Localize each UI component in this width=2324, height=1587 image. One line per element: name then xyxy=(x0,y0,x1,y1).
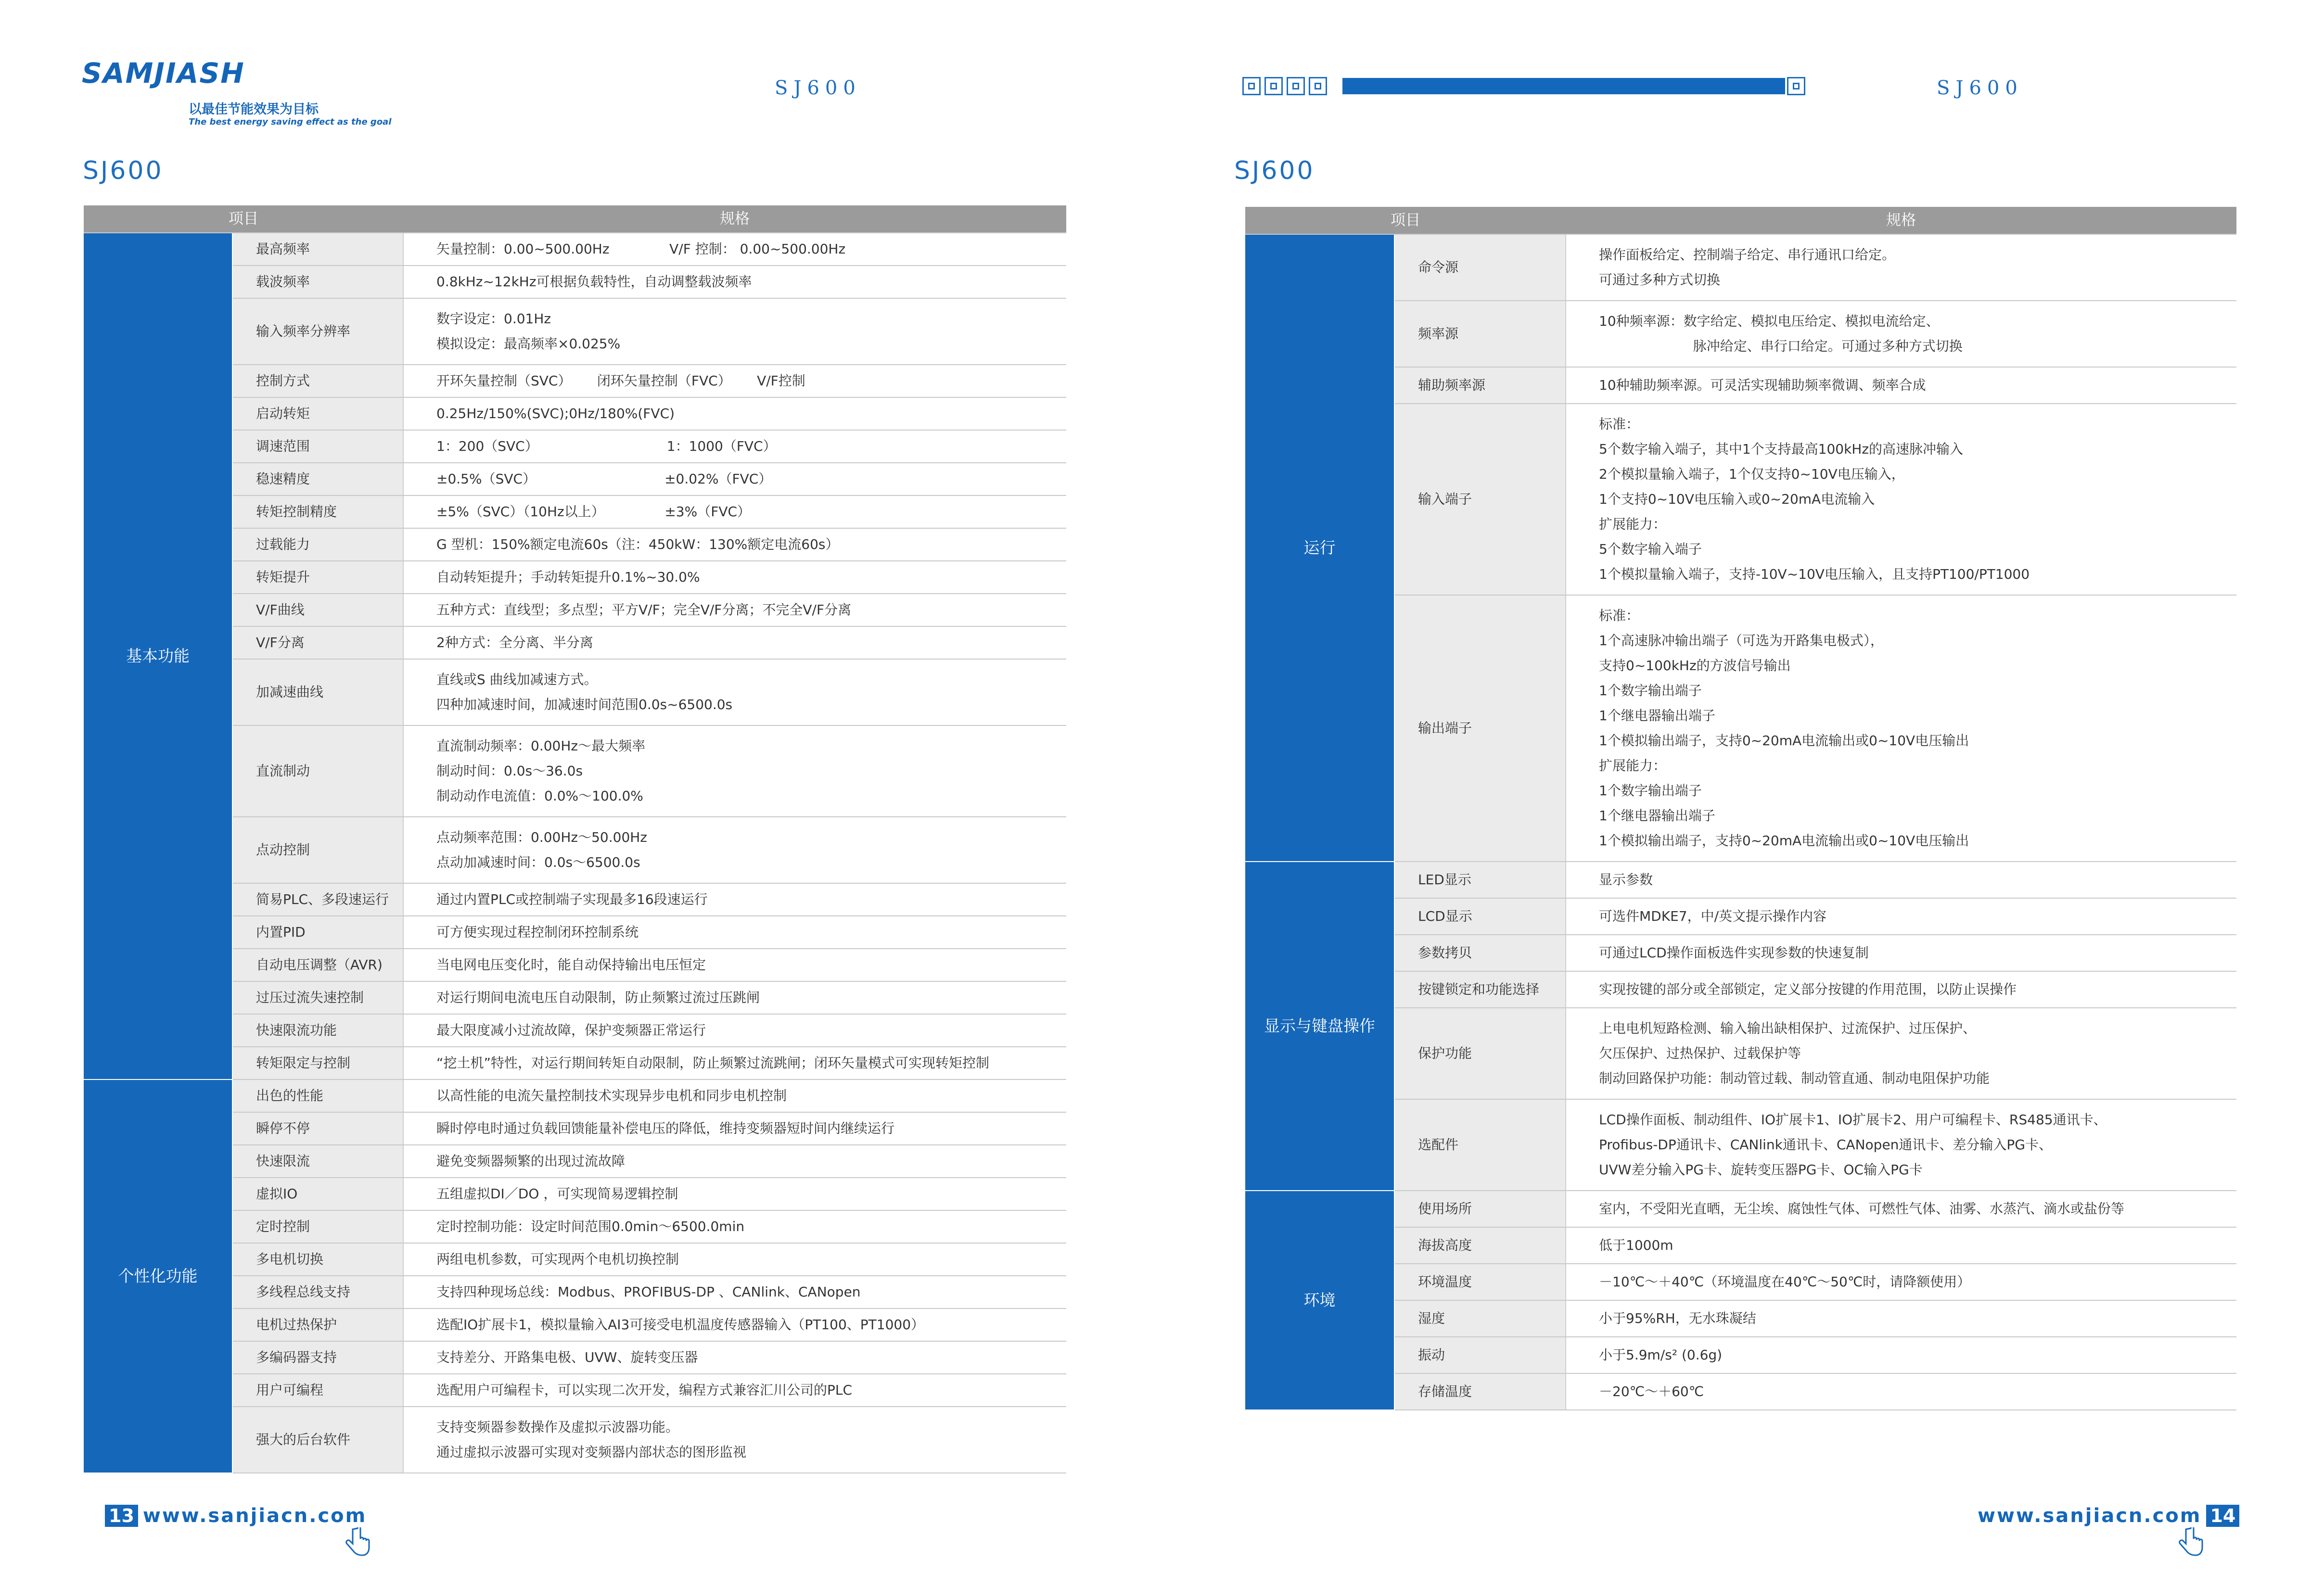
spec-item: 用户可编程 xyxy=(232,1374,403,1407)
page-number: 14 xyxy=(2206,1505,2239,1527)
spec-value: －20℃～＋60℃ xyxy=(1566,1373,2236,1410)
section-label: 环境 xyxy=(1245,1191,1394,1410)
spec-value: 10种辅助频率源。可灵活实现辅助频率微调、频率合成 xyxy=(1566,367,2236,404)
spec-item: 自动电压调整（AVR) xyxy=(232,949,403,981)
spec-item: 内置PID xyxy=(232,916,403,949)
pointer-hand-icon xyxy=(2177,1527,2203,1558)
spec-value: 五种方式：直线型；多点型；平方V/F；完全V/F分离；不完全V/F分离 xyxy=(403,594,1066,626)
spec-item: 输出端子 xyxy=(1394,595,1566,862)
spec-item: 转矩控制精度 xyxy=(232,495,403,528)
spec-value: 小于5.9m/s² (0.6g) xyxy=(1566,1337,2236,1373)
spec-value: 上电电机短路检测、输入输出缺相保护、过流保护、过压保护、 欠压保护、过热保护、过载保护等 制动回路保护功能：制动管过载、制动管直通、制动电阻保护功能 xyxy=(1566,1008,2236,1099)
website-link[interactable]: www.sanjiacn.com xyxy=(1978,1505,2202,1527)
spec-value: 支持变频器参数操作及虚拟示波器功能。 通过虚拟示波器可实现对变频器内部状态的图形监视 xyxy=(403,1407,1066,1473)
spec-item: 稳速精度 xyxy=(232,463,403,495)
spec-value: 室内，不受阳光直晒，无尘埃、腐蚀性气体、可燃性气体、油雾、水蒸汽、滴水或盐份等 xyxy=(1566,1191,2236,1227)
spec-item: 湿度 xyxy=(1394,1300,1566,1337)
spec-value: 可选件MDKE7，中/英文提示操作内容 xyxy=(1566,898,2236,935)
table-head-spec: 规格 xyxy=(1566,207,2236,234)
spec-value: 两组电机参数，可实现两个电机切换控制 xyxy=(403,1243,1066,1276)
spec-value: 以高性能的电流矢量控制技术实现异步电机和同步电机控制 xyxy=(403,1079,1066,1112)
table-row xyxy=(1245,1191,2236,1227)
right-header-model: SJ600 xyxy=(1937,77,2023,99)
spec-item: 点动控制 xyxy=(232,817,403,883)
spec-item: 多电机切换 xyxy=(232,1243,403,1276)
spec-value: －10℃～＋40℃（环境温度在40℃～50℃时，请降额使用） xyxy=(1566,1264,2236,1300)
spec-item: 辅助频率源 xyxy=(1394,367,1566,404)
left-page-title: SJ600 xyxy=(83,156,164,185)
spec-value: 2种方式：全分离、半分离 xyxy=(403,626,1066,659)
spec-value: 定时控制功能：设定时间范围0.0min～6500.0min xyxy=(403,1210,1066,1243)
spec-value: 通过内置PLC或控制端子实现最多16段速运行 xyxy=(403,883,1066,916)
spec-item: 过载能力 xyxy=(232,528,403,561)
website-link[interactable]: www.sanjiacn.com xyxy=(142,1505,367,1527)
table-row xyxy=(1245,234,2236,301)
spec-item: 保护功能 xyxy=(1394,1008,1566,1099)
spec-item: 电机过热保护 xyxy=(232,1308,403,1341)
section-label: 个性化功能 xyxy=(84,1079,232,1473)
spec-value: 标准： 5个数字输入端子，其中1个支持最高100kHz的高速脉冲输入 2个模拟量输入端子，1个仅支持0~10V电压输入， 1个支持0~10V电压输入或0~20mA电流输入 扩展能力： 5个数字输入端子 1个模拟量输入端子，支持-10V~10V电压输入，且支持PT100/PT1000 xyxy=(1566,404,2236,595)
spec-item: 转矩限定与控制 xyxy=(232,1047,403,1079)
spec-item: 加减速曲线 xyxy=(232,659,403,725)
spec-value: 直流制动频率：0.00Hz～最大频率 制动时间：0.0s～36.0s 制动动作电流值：0.0%～100.0% xyxy=(403,725,1066,817)
spec-item: 出色的性能 xyxy=(232,1079,403,1112)
spec-value: LCD操作面板、制动组件、IO扩展卡1、IO扩展卡2、用户可编程卡、RS485通讯卡、 Profibus-DP通讯卡、CANlink通讯卡、CANopen通讯卡、差分输入PG卡、 UVW差分输入PG卡、旋转变压器PG卡、OC输入PG卡 xyxy=(1566,1099,2236,1191)
spec-value: 避免变频器频繁的出现过流故障 xyxy=(403,1145,1066,1178)
decor-square xyxy=(1787,77,1805,95)
page-number: 13 xyxy=(105,1505,138,1527)
spec-value: 直线或S 曲线加减速方式。 四种加减速时间，加减速时间范围0.0s~6500.0s xyxy=(403,659,1066,725)
spec-value: 小于95%RH，无水珠凝结 xyxy=(1566,1300,2236,1337)
spec-item: 存储温度 xyxy=(1394,1373,1566,1410)
table-row xyxy=(84,233,1066,266)
spec-item: 振动 xyxy=(1394,1337,1566,1373)
spec-item: 虚拟IO xyxy=(232,1178,403,1210)
spec-value: 对运行期间电流电压自动限制，防止频繁过流过压跳闸 xyxy=(403,981,1066,1014)
spec-item: 多编码器支持 xyxy=(232,1341,403,1374)
spec-item: 调速范围 xyxy=(232,430,403,463)
table-head-item: 项目 xyxy=(1245,207,1566,234)
spec-item: V/F分离 xyxy=(232,626,403,659)
spec-item: 使用场所 xyxy=(1394,1191,1566,1227)
spec-value: 五组虚拟DI／DO ，可实现简易逻辑控制 xyxy=(403,1178,1066,1210)
spec-value: 标准： 1个高速脉冲输出端子（可选为开路集电极式）， 支持0~100kHz的方波信号输出 1个数字输出端子 1个继电器输出端子 1个模拟输出端子，支持0~20mA电流输出或0~10V电压输出 扩展能力： 1个数字输出端子 1个继电器输出端子 1个模拟输出端子，支持0~20mA电流输出或0~10V电压输出 xyxy=(1566,595,2236,862)
left-header-model: SJ600 xyxy=(775,77,861,99)
table-row xyxy=(1245,862,2236,898)
spec-value: 最大限度减小过流故障，保护变频器正常运行 xyxy=(403,1014,1066,1047)
spec-item: 瞬停不停 xyxy=(232,1112,403,1145)
spec-value: 支持差分、开路集电极、UVW、旋转变压器 xyxy=(403,1341,1066,1374)
spec-item: 定时控制 xyxy=(232,1210,403,1243)
table-head-item: 项目 xyxy=(84,205,403,233)
spec-value: 可通过LCD操作面板选件实现参数的快速复制 xyxy=(1566,935,2236,971)
right-spec-table xyxy=(1245,207,2236,1410)
spec-value: ±5%（SVC）（10Hz以上） ±3%（FVC） xyxy=(403,495,1066,528)
spec-item: 选配件 xyxy=(1394,1099,1566,1191)
section-label: 基本功能 xyxy=(84,233,232,1079)
spec-value: 显示参数 xyxy=(1566,862,2236,898)
spec-value: G 型机：150%额定电流60s（注：450kW：130%额定电流60s） xyxy=(403,528,1066,561)
spec-item: 启动转矩 xyxy=(232,397,403,430)
spec-value: 选配用户可编程卡，可以实现二次开发，编程方式兼容汇川公司的PLC xyxy=(403,1374,1066,1407)
spec-value: 当电网电压变化时，能自动保持输出电压恒定 xyxy=(403,949,1066,981)
spec-item: 快速限流 xyxy=(232,1145,403,1178)
spec-item: LED显示 xyxy=(1394,862,1566,898)
left-spec-table xyxy=(84,205,1066,1473)
spec-value: 可方便实现过程控制闭环控制系统 xyxy=(403,916,1066,949)
spec-item: 载波频率 xyxy=(232,266,403,298)
pointer-hand-icon xyxy=(344,1527,370,1558)
spec-item: 命令源 xyxy=(1394,234,1566,301)
spec-item: 强大的后台软件 xyxy=(232,1407,403,1473)
spec-item: 频率源 xyxy=(1394,301,1566,367)
spec-item: V/F曲线 xyxy=(232,594,403,626)
decor-squares xyxy=(1242,77,1327,95)
spec-value: 0.25Hz/150%(SVC);0Hz/180%(FVC) xyxy=(403,397,1066,430)
spec-value: 选配IO扩展卡1，模拟量输入AI3可接受电机温度传感器输入（PT100、PT1000） xyxy=(403,1308,1066,1341)
spec-item: 输入端子 xyxy=(1394,404,1566,595)
table-row xyxy=(84,1079,1066,1112)
spec-item: LCD显示 xyxy=(1394,898,1566,935)
spec-item: 直流制动 xyxy=(232,725,403,817)
spec-value: 0.8kHz~12kHz可根据负载特性，自动调整载波频率 xyxy=(403,266,1066,298)
spec-item: 多线程总线支持 xyxy=(232,1276,403,1308)
spec-value: 瞬时停电时通过负载回馈能量补偿电压的降低，维持变频器短时间内继续运行 xyxy=(403,1112,1066,1145)
spec-value: 开环矢量控制（SVC） 闭环矢量控制（FVC） V/F控制 xyxy=(403,365,1066,397)
spec-value: 操作面板给定、控制端子给定、串行通讯口给定。 可通过多种方式切换 xyxy=(1566,234,2236,301)
spec-value: 实现按键的部分或全部锁定，定义部分按键的作用范围，以防止误操作 xyxy=(1566,971,2236,1008)
spec-item: 简易PLC、多段速运行 xyxy=(232,883,403,916)
spec-item: 快速限流功能 xyxy=(232,1014,403,1047)
section-label: 运行 xyxy=(1245,234,1394,862)
spec-item: 环境温度 xyxy=(1394,1264,1566,1300)
slogan: 以最佳节能效果为目标 xyxy=(189,102,319,117)
spec-item: 过压过流失速控制 xyxy=(232,981,403,1014)
spec-value: ±0.5%（SVC） ±0.02%（FVC） xyxy=(403,463,1066,495)
spec-value: 10种频率源：数字给定、模拟电压给定、模拟电流给定、 脉冲给定、串行口给定。可通过多种方式切换 xyxy=(1566,301,2236,367)
spec-item: 海拔高度 xyxy=(1394,1227,1566,1264)
spec-value: 点动频率范围：0.00Hz～50.00Hz 点动加减速时间：0.0s～6500.0s xyxy=(403,817,1066,883)
spec-item: 最高频率 xyxy=(232,233,403,266)
header-bar xyxy=(1342,78,1785,94)
brand-logo: SAMJIASH xyxy=(82,57,245,89)
spec-value: 支持四种现场总线：Modbus、PROFIBUS-DP 、CANlink、CANopen xyxy=(403,1276,1066,1308)
spec-item: 输入频率分辨率 xyxy=(232,298,403,365)
spec-value: 自动转矩提升；手动转矩提升0.1%~30.0% xyxy=(403,561,1066,594)
spec-value: “挖土机”特性，对运行期间转矩自动限制，防止频繁过流跳闸；闭环矢量模式可实现转矩控制 xyxy=(403,1047,1066,1079)
section-label: 显示与键盘操作 xyxy=(1245,862,1394,1191)
spec-value: 1：200（SVC） 1：1000（FVC） xyxy=(403,430,1066,463)
slogan-en: The best energy saving effect as the goal xyxy=(189,117,392,127)
right-page-title: SJ600 xyxy=(1234,156,1315,185)
spec-item: 控制方式 xyxy=(232,365,403,397)
spec-item: 参数拷贝 xyxy=(1394,935,1566,971)
table-head-spec: 规格 xyxy=(403,205,1066,233)
spec-item: 转矩提升 xyxy=(232,561,403,594)
spec-value: 低于1000m xyxy=(1566,1227,2236,1264)
spec-value: 数字设定：0.01Hz 模拟设定：最高频率×0.025% xyxy=(403,298,1066,365)
spec-value: 矢量控制：0.00~500.00Hz V/F 控制： 0.00~500.00Hz xyxy=(403,233,1066,266)
spec-item: 按键锁定和功能选择 xyxy=(1394,971,1566,1008)
